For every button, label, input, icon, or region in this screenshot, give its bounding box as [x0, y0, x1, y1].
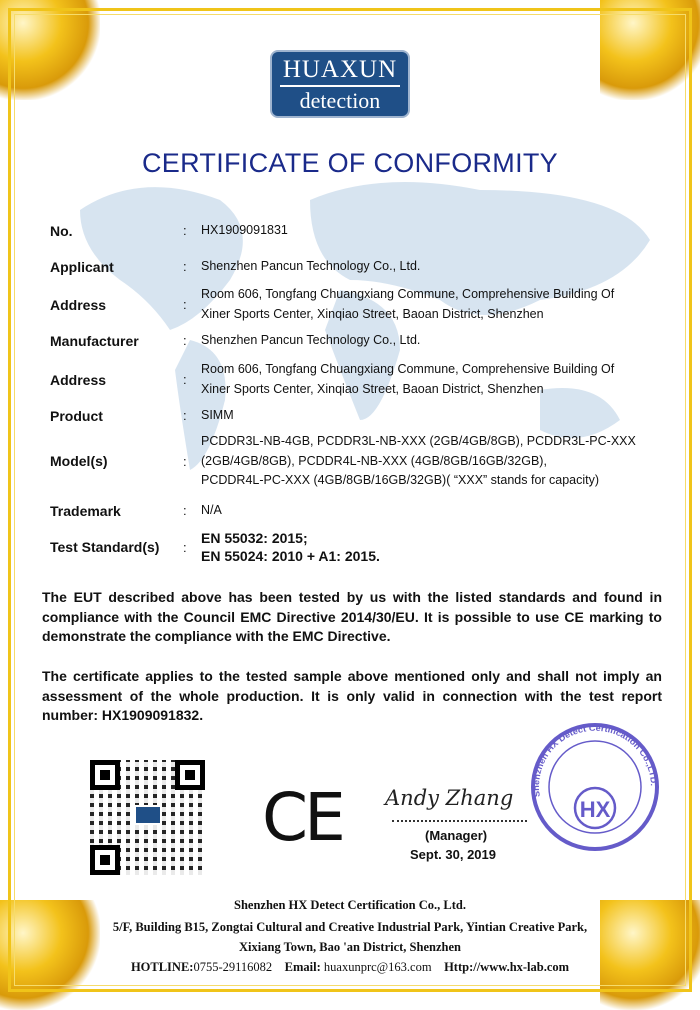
footer-address-1: 5/F, Building B15, Zongtai Cultural and Creative Industrial Park, Yintian Creative Park, — [112, 920, 588, 934]
signature-line — [392, 820, 527, 822]
field-row — [50, 432, 671, 491]
signer-title: (Manager) — [425, 828, 488, 843]
validity-statement: The certificate applies to the tested sample above mentioned only and shall not imply an assessment of the whole production. It is only valid in connection with the test report number: HX1909091832. — [42, 668, 662, 723]
company-stamp — [530, 722, 660, 852]
field-row — [50, 257, 671, 277]
field-colon: : — [183, 408, 187, 424]
stamp-ring-text-path: Shenzhen HX Detect Certification Co.,LTD. — [531, 723, 658, 798]
hotline: 0755-29116082 — [193, 960, 273, 974]
field-value — [201, 331, 671, 351]
email[interactable]: huaxunprc@163.com — [323, 960, 432, 974]
field-value-line: PCDDR3L-NB-4GB, PCDDR3L-NB-XXX (2GB/4GB/8GB), PCDDR3L-PC-XXX — [201, 434, 636, 448]
field-row — [50, 529, 671, 565]
field-value — [201, 285, 671, 324]
field-row — [50, 360, 671, 399]
footer-company: Shenzhen HX Detect Certification Co., Ltd. — [234, 898, 466, 912]
field-colon: : — [183, 223, 187, 239]
field-value-line: Shenzhen Pancun Technology Co., Ltd. — [201, 333, 421, 347]
footer-address-2: Xixiang Town, Bao 'an District, Shenzhen — [239, 940, 461, 954]
field-label: No. — [50, 222, 73, 239]
field-value-line: SIMM — [201, 408, 234, 422]
hotline-label: HOTLINE: — [130, 960, 194, 974]
field-value — [201, 501, 671, 521]
page-title: CERTIFICATE OF CONFORMITY — [142, 148, 558, 178]
stamp-center: HX — [579, 797, 611, 822]
field-label: Test Standard(s) — [50, 539, 160, 555]
field-value-line: EN 55024: 2010 + A1: 2015. — [201, 548, 380, 564]
field-value — [201, 529, 671, 565]
field-value — [201, 257, 671, 277]
field-value — [201, 432, 671, 491]
field-label: Product — [50, 407, 103, 424]
field-value-line: HX1909091831 — [201, 223, 288, 237]
field-value-line: (2GB/4GB/8GB), PCDDR4L-NB-XXX (4GB/8GB/16GB/32GB), — [201, 453, 547, 468]
field-value-line: PCDDR4L-PC-XXX (4GB/8GB/16GB/32GB)( “XXX” stands for capacity) — [201, 473, 600, 487]
footer-contact — [0, 960, 700, 975]
field-row — [50, 221, 671, 241]
field-value — [201, 406, 671, 426]
field-row — [50, 406, 671, 426]
field-colon: : — [183, 333, 187, 349]
email-label: Email: — [284, 960, 321, 974]
logo-subtext: detection — [299, 88, 381, 113]
logo-text: HUAXUN — [280, 55, 400, 87]
field-value — [201, 360, 671, 399]
field-label: Address — [50, 296, 107, 313]
website[interactable]: Http://www.hx-lab.com — [444, 960, 570, 974]
field-colon: : — [183, 259, 187, 275]
stamp-ring-text — [532, 724, 658, 798]
field-value-line: EN 55032: 2015; — [201, 530, 308, 546]
qr-logo-icon — [134, 805, 162, 825]
field-value-line: Shenzhen Pancun Technology Co., Ltd. — [201, 259, 421, 273]
field-label: Trademark — [50, 502, 121, 519]
field-colon: : — [183, 297, 187, 312]
field-colon: : — [183, 372, 187, 387]
ce-mark: CE — [262, 779, 342, 856]
field-value-line: Room 606, Tongfang Chuangxiang Commune, Comprehensive Building Of — [201, 287, 615, 301]
field-row — [50, 501, 671, 521]
field-value — [201, 221, 671, 241]
field-label: Manufacturer — [50, 332, 139, 349]
compliance-statement: The EUT described above has been tested by us with the listed standards and found in compliance with the Council EMC Directive 2014/30/EU. It is possible to use CE marking to demonstrate the compliance with the EMC Directive. — [42, 589, 662, 644]
signature: Andy Zhang — [385, 786, 514, 810]
field-label: Applicant — [50, 258, 114, 275]
field-colon: : — [183, 503, 187, 519]
field-value-line: Room 606, Tongfang Chuangxiang Commune, Comprehensive Building Of — [201, 362, 615, 376]
field-label: Model(s) — [50, 453, 108, 470]
field-value-line: N/A — [201, 503, 222, 517]
field-colon: : — [183, 539, 187, 555]
field-value-line: Xiner Sports Center, Xinqiao Street, Baoan District, Shenzhen — [201, 306, 544, 321]
huaxun-logo — [270, 50, 410, 118]
field-colon: : — [183, 453, 187, 469]
issue-date: Sept. 30, 2019 — [410, 847, 496, 862]
field-value-line: Xiner Sports Center, Xinqiao Street, Baoan District, Shenzhen — [201, 381, 544, 396]
field-row — [50, 331, 671, 351]
field-label: Address — [50, 371, 107, 388]
field-row — [50, 285, 671, 324]
